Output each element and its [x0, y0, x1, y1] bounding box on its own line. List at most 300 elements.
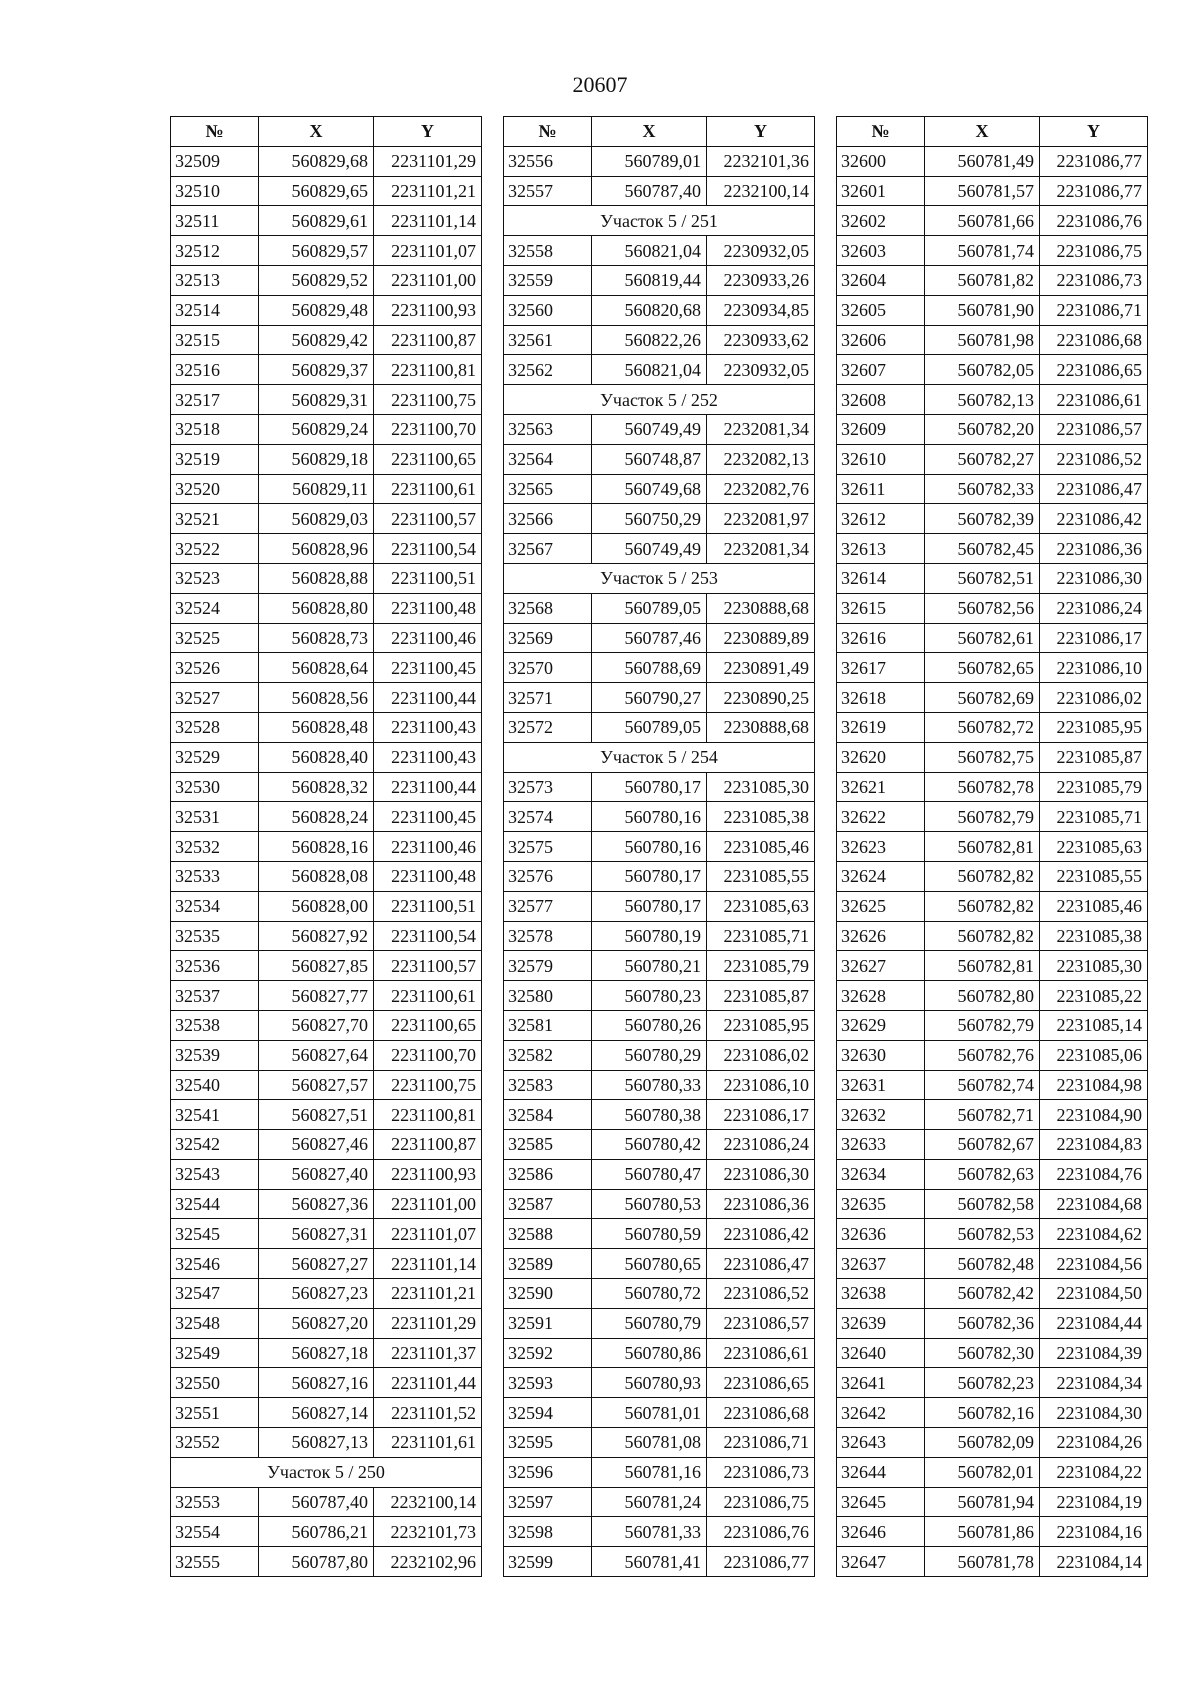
cell-y: 2231086,24 — [1040, 593, 1148, 623]
cell-no: 32607 — [837, 355, 925, 385]
cell-y: 2231086,75 — [707, 1487, 815, 1517]
cell-y: 2231086,47 — [707, 1249, 815, 1279]
section-row — [504, 206, 815, 236]
cell-no: 32520 — [171, 474, 259, 504]
cell-no: 32527 — [171, 683, 259, 713]
cell-x: 560829,61 — [259, 206, 374, 236]
cell-y: 2231100,51 — [374, 563, 482, 593]
cell-x: 560827,16 — [259, 1368, 374, 1398]
cell-y: 2231100,54 — [374, 534, 482, 564]
cell-y: 2231084,19 — [1040, 1487, 1148, 1517]
cell-no: 32608 — [837, 385, 925, 415]
cell-no: 32581 — [504, 1010, 592, 1040]
table-row — [837, 176, 1148, 206]
cell-no: 32567 — [504, 534, 592, 564]
cell-y: 2231086,65 — [1040, 355, 1148, 385]
cell-no: 32615 — [837, 593, 925, 623]
cell-y: 2231084,14 — [1040, 1547, 1148, 1577]
cell-x: 560827,36 — [259, 1189, 374, 1219]
cell-no: 32540 — [171, 1070, 259, 1100]
cell-y: 2231085,63 — [707, 891, 815, 921]
cell-no: 32523 — [171, 563, 259, 593]
coordinate-table-2 — [503, 116, 815, 1577]
cell-no: 32582 — [504, 1040, 592, 1070]
cell-y: 2231085,55 — [1040, 861, 1148, 891]
table-row — [837, 1368, 1148, 1398]
cell-no: 32629 — [837, 1010, 925, 1040]
cell-x: 560827,57 — [259, 1070, 374, 1100]
cell-no: 32638 — [837, 1279, 925, 1309]
cell-no: 32635 — [837, 1189, 925, 1219]
cell-y: 2231101,07 — [374, 236, 482, 266]
table-row — [171, 176, 482, 206]
cell-x: 560828,32 — [259, 772, 374, 802]
cell-x: 560789,05 — [592, 593, 707, 623]
cell-x: 560829,18 — [259, 444, 374, 474]
cell-x: 560781,41 — [592, 1547, 707, 1577]
cell-y: 2231100,46 — [374, 832, 482, 862]
cell-x: 560780,53 — [592, 1189, 707, 1219]
cell-x: 560782,33 — [925, 474, 1040, 504]
cell-no: 32628 — [837, 981, 925, 1011]
table-row — [171, 1070, 482, 1100]
table-row — [504, 593, 815, 623]
cell-y: 2231101,21 — [374, 1279, 482, 1309]
cell-x: 560821,04 — [592, 236, 707, 266]
table-row — [504, 444, 815, 474]
cell-no: 32518 — [171, 414, 259, 444]
cell-no: 32569 — [504, 623, 592, 653]
cell-no: 32579 — [504, 951, 592, 981]
cell-no: 32584 — [504, 1100, 592, 1130]
cell-x: 560780,16 — [592, 802, 707, 832]
table-row — [837, 712, 1148, 742]
section-row — [171, 1457, 482, 1487]
cell-no: 32524 — [171, 593, 259, 623]
cell-y: 2231086,75 — [1040, 236, 1148, 266]
table-row — [837, 534, 1148, 564]
cell-no: 32612 — [837, 504, 925, 534]
table-row — [504, 355, 815, 385]
cell-y: 2231101,29 — [374, 146, 482, 176]
header-row — [171, 117, 482, 147]
table-row — [504, 951, 815, 981]
table-row — [837, 1219, 1148, 1249]
cell-y: 2231085,95 — [1040, 712, 1148, 742]
cell-y: 2230932,05 — [707, 236, 815, 266]
cell-x: 560829,31 — [259, 385, 374, 415]
cell-x: 560828,48 — [259, 712, 374, 742]
cell-x: 560780,29 — [592, 1040, 707, 1070]
cell-x: 560828,24 — [259, 802, 374, 832]
cell-y: 2231085,30 — [707, 772, 815, 802]
cell-x: 560782,53 — [925, 1219, 1040, 1249]
table-row — [171, 265, 482, 295]
cell-y: 2231085,95 — [707, 1010, 815, 1040]
cell-x: 560782,39 — [925, 504, 1040, 534]
cell-no: 32558 — [504, 236, 592, 266]
cell-x: 560782,48 — [925, 1249, 1040, 1279]
table-row — [837, 742, 1148, 772]
cell-no: 32557 — [504, 176, 592, 206]
cell-no: 32517 — [171, 385, 259, 415]
cell-x: 560829,42 — [259, 325, 374, 355]
cell-x: 560788,69 — [592, 653, 707, 683]
header-x: X — [592, 117, 707, 147]
cell-no: 32514 — [171, 295, 259, 325]
cell-no: 32560 — [504, 295, 592, 325]
table-row — [504, 1010, 815, 1040]
cell-y: 2231100,45 — [374, 802, 482, 832]
cell-y: 2231101,00 — [374, 1189, 482, 1219]
cell-x: 560781,66 — [925, 206, 1040, 236]
cell-y: 2231101,61 — [374, 1428, 482, 1458]
cell-no: 32602 — [837, 206, 925, 236]
cell-no: 32626 — [837, 921, 925, 951]
table-row — [837, 1338, 1148, 1368]
table-row — [837, 891, 1148, 921]
table-row — [837, 683, 1148, 713]
cell-y: 2231100,70 — [374, 414, 482, 444]
cell-y: 2231085,14 — [1040, 1010, 1148, 1040]
cell-x: 560829,11 — [259, 474, 374, 504]
table-row — [171, 712, 482, 742]
cell-no: 32606 — [837, 325, 925, 355]
table-row — [504, 1338, 815, 1368]
table-row — [837, 563, 1148, 593]
cell-x: 560781,86 — [925, 1517, 1040, 1547]
table-row — [171, 444, 482, 474]
cell-no: 32625 — [837, 891, 925, 921]
cell-y: 2231101,00 — [374, 265, 482, 295]
cell-y: 2231084,62 — [1040, 1219, 1148, 1249]
table-row — [171, 1100, 482, 1130]
header-x: X — [259, 117, 374, 147]
cell-y: 2231086,76 — [707, 1517, 815, 1547]
cell-x: 560827,31 — [259, 1219, 374, 1249]
cell-no: 32541 — [171, 1100, 259, 1130]
cell-no: 32583 — [504, 1070, 592, 1100]
cell-no: 32564 — [504, 444, 592, 474]
cell-y: 2231084,22 — [1040, 1457, 1148, 1487]
cell-no: 32586 — [504, 1159, 592, 1189]
table-row — [837, 1517, 1148, 1547]
cell-x: 560780,21 — [592, 951, 707, 981]
table-row — [171, 1487, 482, 1517]
cell-y: 2231100,43 — [374, 712, 482, 742]
table-row — [504, 325, 815, 355]
cell-y: 2231085,63 — [1040, 832, 1148, 862]
table-row — [171, 951, 482, 981]
cell-x: 560781,57 — [925, 176, 1040, 206]
cell-x: 560781,74 — [925, 236, 1040, 266]
cell-x: 560782,30 — [925, 1338, 1040, 1368]
table-row — [837, 474, 1148, 504]
table-row — [837, 355, 1148, 385]
cell-x: 560781,90 — [925, 295, 1040, 325]
cell-no: 32542 — [171, 1130, 259, 1160]
section-label: Участок 5 / 251 — [504, 206, 815, 236]
cell-y: 2232100,14 — [374, 1487, 482, 1517]
table-row — [171, 861, 482, 891]
table-row — [837, 1398, 1148, 1428]
table-row — [171, 414, 482, 444]
table-row — [837, 325, 1148, 355]
cell-x: 560780,17 — [592, 861, 707, 891]
cell-y: 2231100,57 — [374, 504, 482, 534]
table-row — [504, 921, 815, 951]
cell-x: 560829,65 — [259, 176, 374, 206]
cell-y: 2231086,42 — [707, 1219, 815, 1249]
cell-no: 32630 — [837, 1040, 925, 1070]
cell-x: 560782,56 — [925, 593, 1040, 623]
cell-y: 2231100,54 — [374, 921, 482, 951]
cell-y: 2231086,02 — [1040, 683, 1148, 713]
table-row — [837, 295, 1148, 325]
table-row — [171, 146, 482, 176]
cell-y: 2231085,46 — [1040, 891, 1148, 921]
cell-x: 560780,59 — [592, 1219, 707, 1249]
cell-y: 2231086,47 — [1040, 474, 1148, 504]
cell-x: 560781,33 — [592, 1517, 707, 1547]
header-no: № — [837, 117, 925, 147]
cell-x: 560821,04 — [592, 355, 707, 385]
cell-y: 2231085,38 — [1040, 921, 1148, 951]
table-row — [837, 236, 1148, 266]
table-row — [171, 1398, 482, 1428]
cell-no: 32621 — [837, 772, 925, 802]
cell-y: 2231084,39 — [1040, 1338, 1148, 1368]
cell-y: 2231086,77 — [1040, 146, 1148, 176]
cell-y: 2231085,79 — [1040, 772, 1148, 802]
table-row — [504, 623, 815, 653]
cell-no: 32577 — [504, 891, 592, 921]
cell-no: 32537 — [171, 981, 259, 1011]
table-row — [837, 444, 1148, 474]
cell-y: 2231100,48 — [374, 861, 482, 891]
table-row — [171, 206, 482, 236]
cell-x: 560827,20 — [259, 1308, 374, 1338]
cell-x: 560827,77 — [259, 981, 374, 1011]
cell-no: 32509 — [171, 146, 259, 176]
cell-x: 560829,03 — [259, 504, 374, 534]
cell-y: 2231100,44 — [374, 772, 482, 802]
cell-no: 32647 — [837, 1547, 925, 1577]
cell-x: 560782,36 — [925, 1308, 1040, 1338]
cell-no: 32578 — [504, 921, 592, 951]
cell-y: 2231086,17 — [707, 1100, 815, 1130]
cell-y: 2231100,61 — [374, 474, 482, 504]
cell-y: 2231084,50 — [1040, 1279, 1148, 1309]
section-label: Участок 5 / 254 — [504, 742, 815, 772]
cell-x: 560829,24 — [259, 414, 374, 444]
table-row — [504, 1457, 815, 1487]
cell-y: 2231100,81 — [374, 355, 482, 385]
cell-y: 2231084,98 — [1040, 1070, 1148, 1100]
table-row — [504, 176, 815, 206]
table-row — [504, 534, 815, 564]
cell-no: 32605 — [837, 295, 925, 325]
table-row — [837, 1428, 1148, 1458]
table-row — [171, 1517, 482, 1547]
table-row — [504, 1130, 815, 1160]
table-row — [171, 653, 482, 683]
cell-x: 560782,81 — [925, 832, 1040, 862]
cell-x: 560780,47 — [592, 1159, 707, 1189]
cell-no: 32609 — [837, 414, 925, 444]
cell-y: 2231085,30 — [1040, 951, 1148, 981]
cell-x: 560827,70 — [259, 1010, 374, 1040]
cell-x: 560781,24 — [592, 1487, 707, 1517]
cell-no: 32624 — [837, 861, 925, 891]
cell-no: 32585 — [504, 1130, 592, 1160]
cell-x: 560782,42 — [925, 1279, 1040, 1309]
cell-y: 2232100,14 — [707, 176, 815, 206]
cell-x: 560827,40 — [259, 1159, 374, 1189]
section-row — [504, 563, 815, 593]
cell-no: 32530 — [171, 772, 259, 802]
cell-no: 32595 — [504, 1428, 592, 1458]
cell-y: 2231086,77 — [1040, 176, 1148, 206]
cell-no: 32637 — [837, 1249, 925, 1279]
cell-no: 32552 — [171, 1428, 259, 1458]
cell-y: 2230888,68 — [707, 712, 815, 742]
cell-x: 560781,08 — [592, 1428, 707, 1458]
cell-no: 32522 — [171, 534, 259, 564]
cell-x: 560782,63 — [925, 1159, 1040, 1189]
cell-y: 2231100,61 — [374, 981, 482, 1011]
table-row — [171, 1159, 482, 1189]
cell-no: 32511 — [171, 206, 259, 236]
cell-x: 560787,40 — [259, 1487, 374, 1517]
cell-x: 560782,71 — [925, 1100, 1040, 1130]
cell-x: 560782,20 — [925, 414, 1040, 444]
table-row — [171, 534, 482, 564]
cell-no: 32553 — [171, 1487, 259, 1517]
cell-y: 2232101,36 — [707, 146, 815, 176]
cell-no: 32510 — [171, 176, 259, 206]
cell-no: 32618 — [837, 683, 925, 713]
cell-y: 2231086,52 — [707, 1279, 815, 1309]
cell-no: 32613 — [837, 534, 925, 564]
cell-no: 32525 — [171, 623, 259, 653]
cell-no: 32587 — [504, 1189, 592, 1219]
section-row — [504, 742, 815, 772]
cell-x: 560787,46 — [592, 623, 707, 653]
table-row — [837, 1279, 1148, 1309]
cell-y: 2231086,30 — [707, 1159, 815, 1189]
cell-y: 2231086,36 — [707, 1189, 815, 1219]
cell-x: 560782,74 — [925, 1070, 1040, 1100]
cell-no: 32549 — [171, 1338, 259, 1368]
cell-y: 2230891,49 — [707, 653, 815, 683]
cell-x: 560749,49 — [592, 414, 707, 444]
cell-x: 560782,65 — [925, 653, 1040, 683]
cell-no: 32604 — [837, 265, 925, 295]
cell-y: 2231086,71 — [1040, 295, 1148, 325]
table-row — [837, 1040, 1148, 1070]
cell-y: 2231100,93 — [374, 1159, 482, 1189]
cell-no: 32627 — [837, 951, 925, 981]
cell-y: 2230933,62 — [707, 325, 815, 355]
cell-no: 32643 — [837, 1428, 925, 1458]
cell-y: 2231086,71 — [707, 1428, 815, 1458]
table-row — [504, 1368, 815, 1398]
cell-no: 32636 — [837, 1219, 925, 1249]
cell-no: 32601 — [837, 176, 925, 206]
table-row — [504, 146, 815, 176]
cell-no: 32562 — [504, 355, 592, 385]
cell-no: 32632 — [837, 1100, 925, 1130]
cell-no: 32556 — [504, 146, 592, 176]
cell-no: 32572 — [504, 712, 592, 742]
cell-no: 32620 — [837, 742, 925, 772]
cell-no: 32576 — [504, 861, 592, 891]
table-row — [171, 385, 482, 415]
cell-x: 560782,01 — [925, 1457, 1040, 1487]
cell-x: 560782,51 — [925, 563, 1040, 593]
cell-x: 560782,76 — [925, 1040, 1040, 1070]
cell-x: 560780,26 — [592, 1010, 707, 1040]
cell-y: 2230889,89 — [707, 623, 815, 653]
cell-no: 32619 — [837, 712, 925, 742]
cell-y: 2231086,76 — [1040, 206, 1148, 236]
table-row — [837, 385, 1148, 415]
cell-no: 32571 — [504, 683, 592, 713]
cell-y: 2231084,56 — [1040, 1249, 1148, 1279]
cell-y: 2231100,43 — [374, 742, 482, 772]
cell-no: 32580 — [504, 981, 592, 1011]
table-row — [504, 1189, 815, 1219]
cell-no: 32592 — [504, 1338, 592, 1368]
cell-x: 560782,72 — [925, 712, 1040, 742]
table-row — [837, 206, 1148, 236]
cell-no: 32596 — [504, 1457, 592, 1487]
cell-x: 560781,16 — [592, 1457, 707, 1487]
cell-x: 560828,16 — [259, 832, 374, 862]
cell-no: 32548 — [171, 1308, 259, 1338]
cell-no: 32554 — [171, 1517, 259, 1547]
header-y: Y — [707, 117, 815, 147]
table-row — [504, 504, 815, 534]
table-row — [171, 1130, 482, 1160]
cell-x: 560827,13 — [259, 1428, 374, 1458]
table-row — [504, 981, 815, 1011]
cell-y: 2231086,17 — [1040, 623, 1148, 653]
table-row — [171, 921, 482, 951]
header-no: № — [171, 117, 259, 147]
table-row — [171, 1189, 482, 1219]
table-row — [504, 802, 815, 832]
cell-no: 32535 — [171, 921, 259, 951]
cell-x: 560829,57 — [259, 236, 374, 266]
cell-y: 2231086,68 — [707, 1398, 815, 1428]
cell-no: 32644 — [837, 1457, 925, 1487]
table-row — [837, 1457, 1148, 1487]
section-row — [504, 385, 815, 415]
cell-x: 560787,40 — [592, 176, 707, 206]
cell-no: 32639 — [837, 1308, 925, 1338]
cell-x: 560781,98 — [925, 325, 1040, 355]
cell-no: 32640 — [837, 1338, 925, 1368]
cell-y: 2231086,65 — [707, 1368, 815, 1398]
cell-x: 560781,01 — [592, 1398, 707, 1428]
cell-x: 560828,88 — [259, 563, 374, 593]
cell-y: 2231086,10 — [1040, 653, 1148, 683]
cell-no: 32575 — [504, 832, 592, 862]
cell-x: 560829,48 — [259, 295, 374, 325]
cell-y: 2231101,14 — [374, 206, 482, 236]
